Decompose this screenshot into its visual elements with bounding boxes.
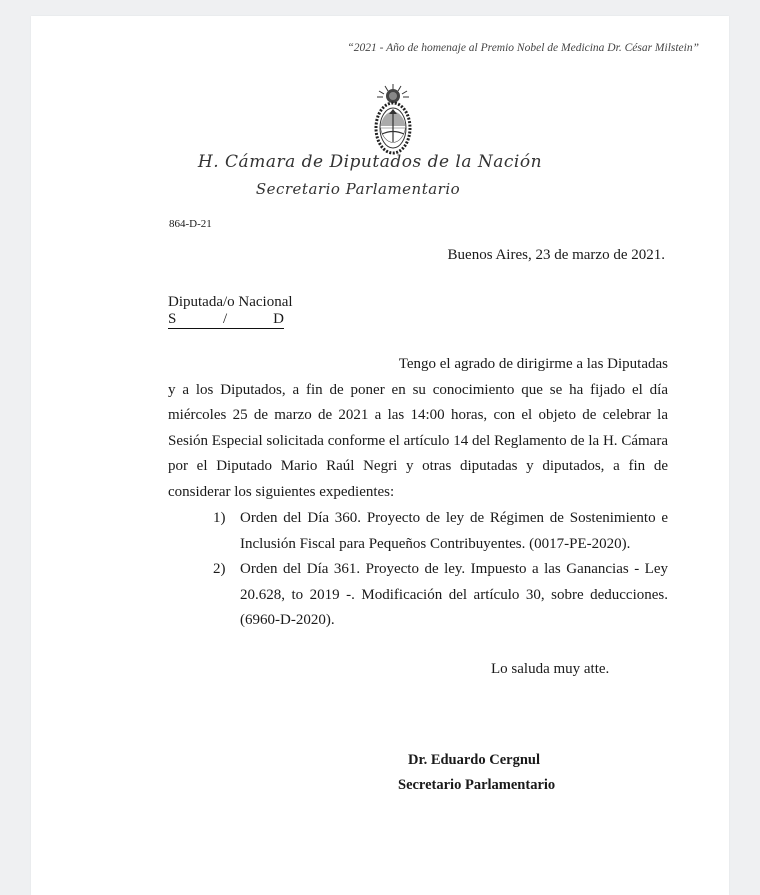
addressee-block — [168, 294, 293, 329]
list-item — [213, 506, 668, 557]
list-item-number: 1) — [213, 510, 226, 526]
su-despacho — [168, 311, 284, 329]
letter-date: Buenos Aires, 23 de marzo de 2021. — [447, 247, 665, 263]
document-page — [31, 16, 729, 895]
letterhead-office: Secretario Parlamentario — [255, 180, 461, 198]
letterhead-chamber: H. Cámara de Diputados de la Nación — [197, 152, 543, 172]
sd-s: S — [168, 311, 177, 327]
coat-of-arms-icon — [373, 82, 413, 158]
letter-body — [168, 352, 668, 506]
year-motto: “2021 - Año de homenaje al Premio Nobel de Medicina Dr. César Milstein” — [347, 42, 699, 54]
list-item-number: 2) — [213, 561, 226, 578]
signatory-title: Secretario Parlamentario — [398, 777, 556, 793]
expedientes-list — [213, 506, 668, 634]
sd-slash: / — [223, 311, 228, 327]
body-paragraph: y a los Diputados, a fin de poner en su conocimiento que se ha fijado el día miércoles 25 de marzo de 2021 a las 14:00 horas, con el objeto de celebrar la Sesión Especial solicitada conforme el artículo 14 del Reglamento de la H. Cámara por el Diputado Mario Raúl Negri y otras diputadas y diputados, a fin de considerar los siguientes expedientes: — [168, 381, 668, 500]
list-item-text: Orden del Día 361. Proyecto de ley. Impuesto a las Ganancias - Ley 20.628, to 2019 -. Modificación del artículo 30, sobre deducciones. (6960-D-2020). — [240, 561, 668, 629]
list-item — [213, 557, 668, 634]
closing-salutation: Lo saluda muy atte. — [491, 661, 610, 677]
list-item-text: Orden del Día 360. Proyecto de ley de Régimen de Sostenimiento e Inclusión Fiscal para Pequeños Contribuyentes. (0017-PE-2020). — [240, 510, 668, 552]
sd-d: D — [273, 311, 284, 327]
signatory-name: Dr. Eduardo Cergnul — [408, 752, 541, 768]
addressee-line: Diputada/o Nacional — [168, 294, 293, 310]
body-first-line: Tengo el agrado de dirigirme a las Diputadas — [398, 356, 668, 372]
file-reference: 864-D-21 — [169, 218, 212, 230]
